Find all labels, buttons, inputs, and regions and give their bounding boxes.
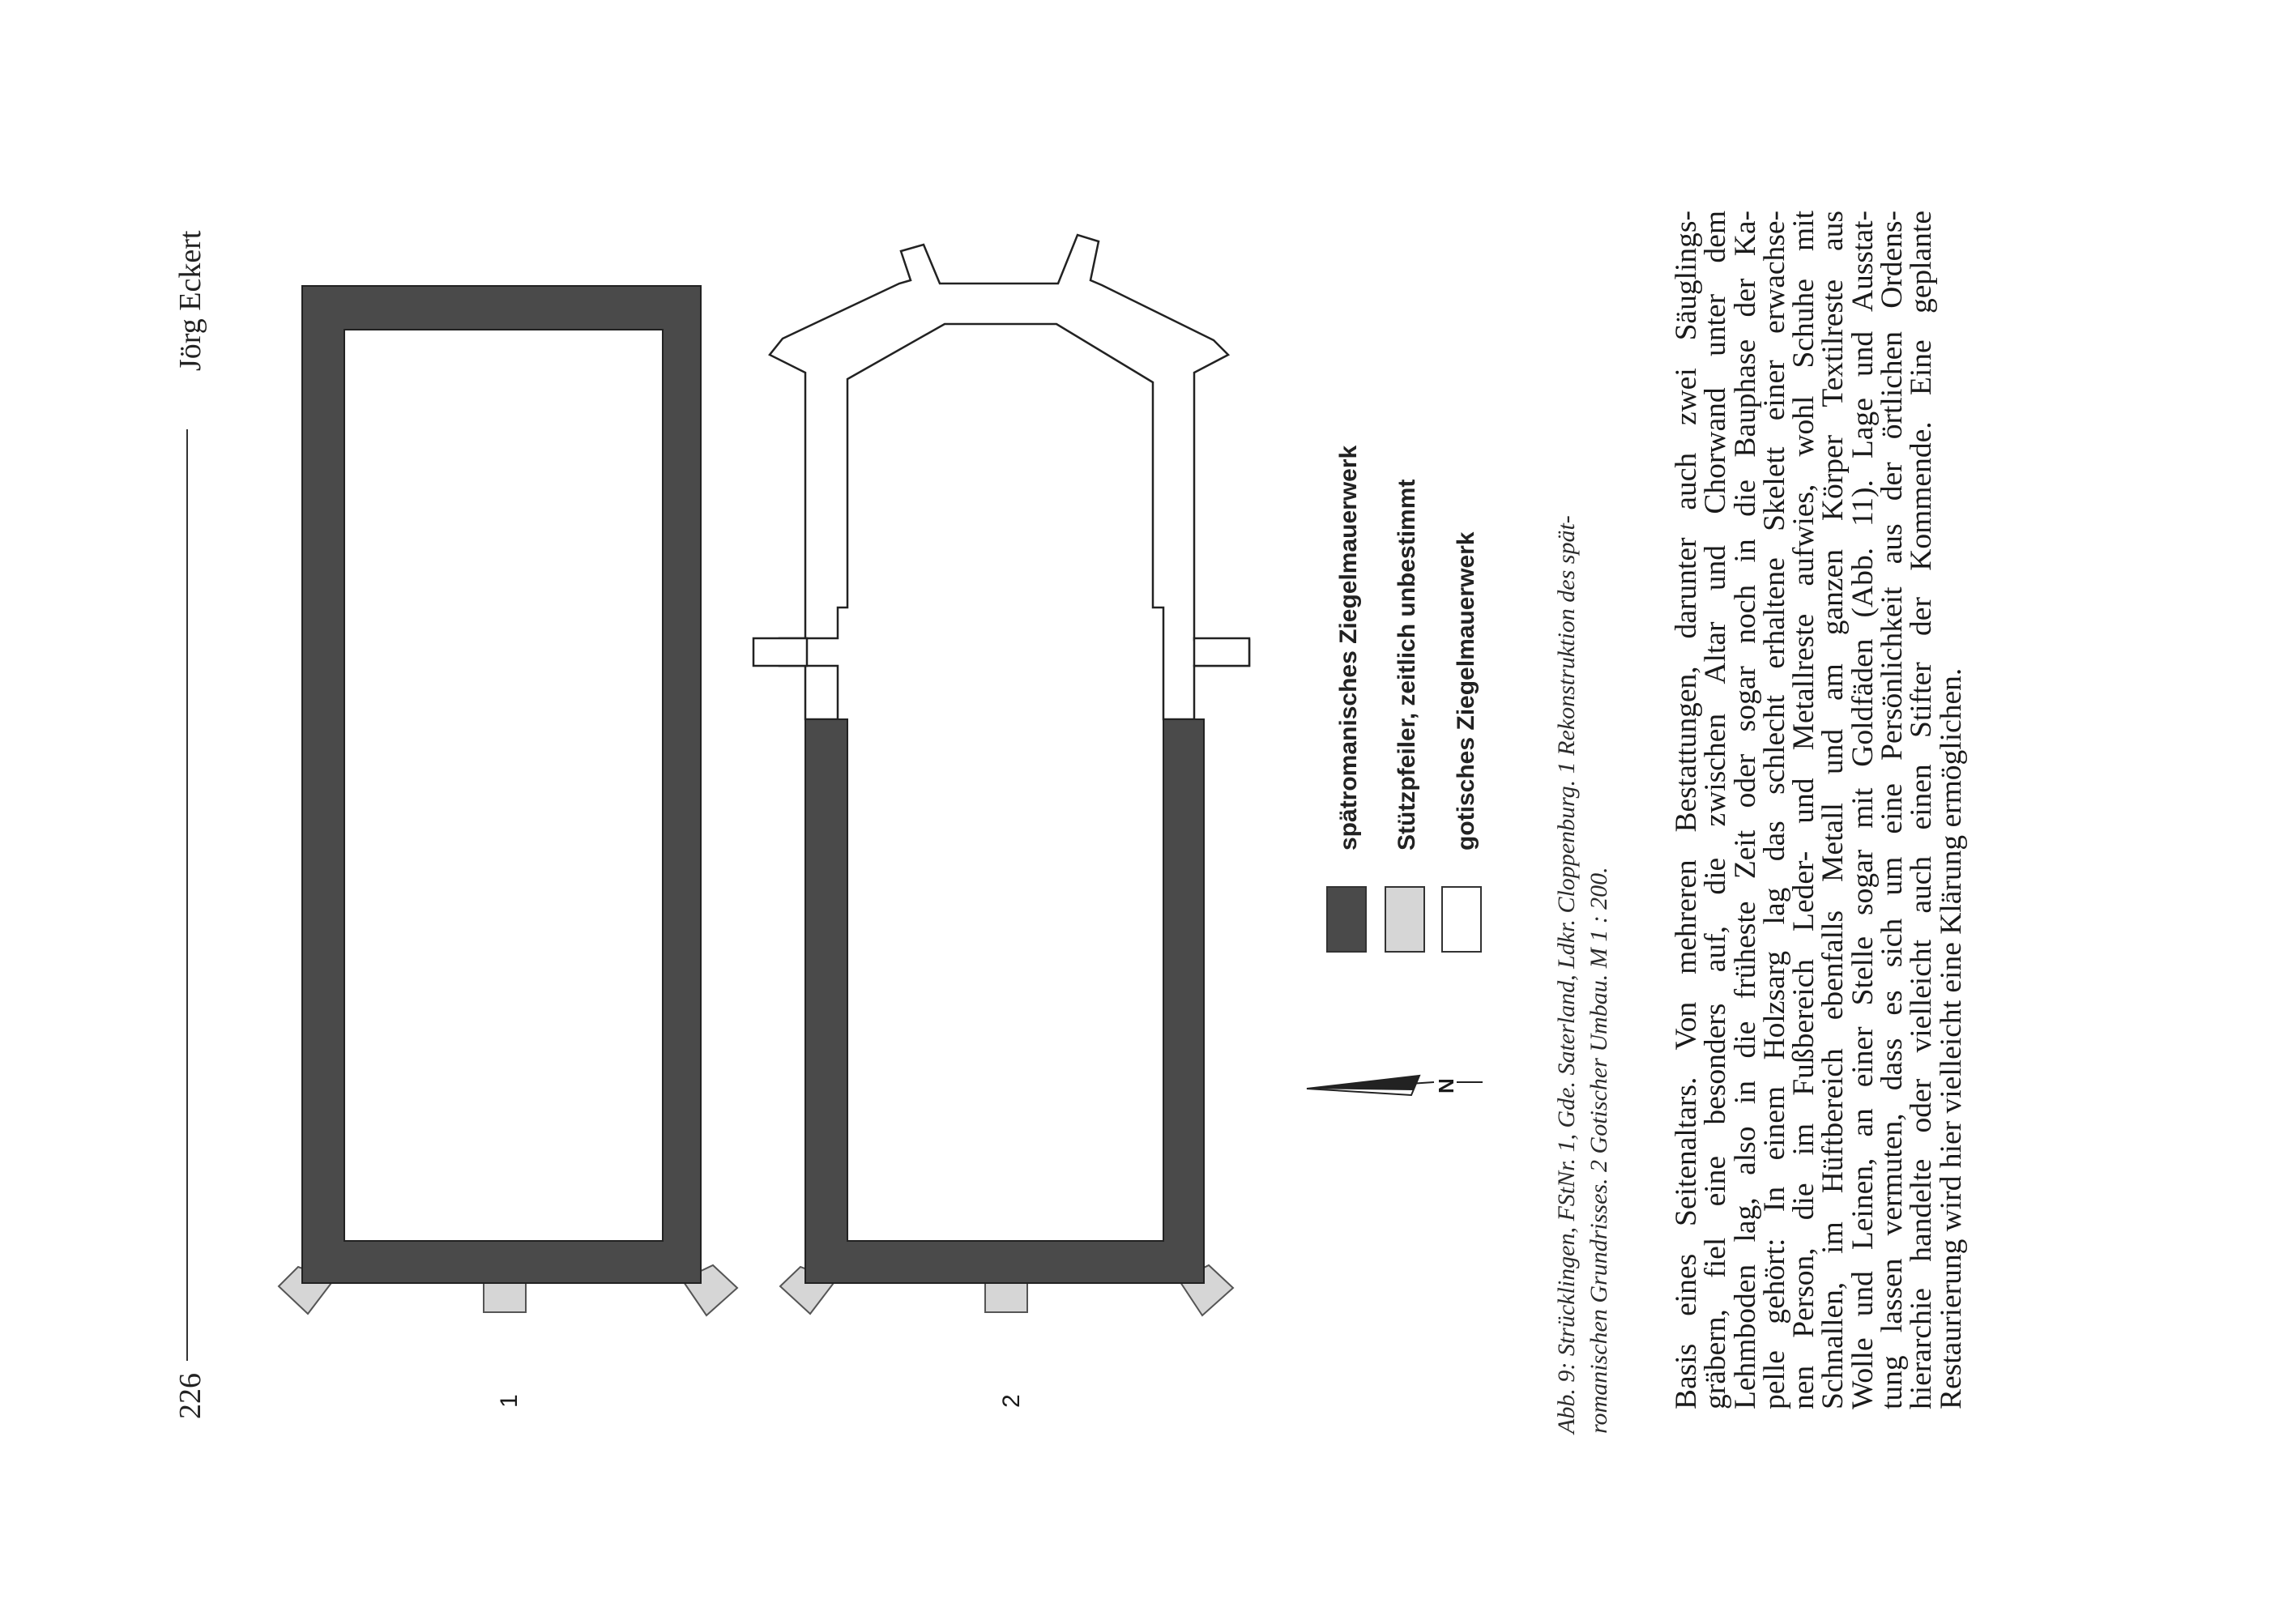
body-line: Basis eines Seitenaltars. Von mehreren Bestattungen, darunter auch zwei Säuglings- — [1670, 211, 1703, 1409]
plan2-pillar-right — [1194, 638, 1249, 666]
plan2-romanesque-wall — [805, 719, 1204, 1283]
plan2-west-buttress — [985, 1280, 1027, 1312]
plan1-west-buttress — [484, 1280, 526, 1312]
legend-swatch-gothic — [1442, 887, 1481, 952]
legend-swatch-romanesque — [1327, 887, 1366, 952]
legend-swatches — [1327, 887, 1481, 952]
body-line: Lehmboden lag, also in die früheste Zeit oder sogar noch in die Bauphase der Ka- — [1728, 211, 1762, 1409]
caption-line: Abb. 9: Strücklingen, FStNr. 1, Gde. Saterland, Ldkr. Cloppenburg. 1 Rekonstruktion des spät- — [1553, 515, 1580, 1434]
legend-label-buttress: Stützpfeiler, zeitlich unbestimmt — [1393, 479, 1420, 850]
body-paragraph — [1672, 211, 1966, 1409]
figure-caption — [1551, 515, 1615, 1434]
body-line: hierarchie handelte oder vielleicht auch einen Stifter der Kommende. Eine geplante — [1905, 211, 1939, 1409]
author-name: Jörg Eckert — [173, 230, 207, 371]
page-number: 226 — [173, 1373, 207, 1419]
legend-swatch-buttress — [1385, 887, 1424, 952]
body-line: Wolle und Leinen, an einer Stelle sogar mit Goldfäden (Abb. 11). Lage und Ausstat- — [1846, 211, 1880, 1409]
plan1-romanesque-wall — [302, 286, 701, 1283]
body-line: pelle gehört: In einem Holzsarg lag das schlecht erhaltene Skelett einer erwachse- — [1757, 211, 1791, 1409]
body-line: gräbern, fiel eine besonders auf, die zwischen Altar und Chorwand unter dem — [1699, 211, 1733, 1409]
body-line: Schnallen, im Hüftbereich ebenfalls Metall und am ganzen Körper Textilreste aus — [1816, 211, 1850, 1409]
legend-label-gothic: gotisches Ziegelmauerwerk — [1453, 531, 1479, 850]
plan-2 — [753, 235, 1249, 1315]
plan-label-1: 1 — [496, 1394, 523, 1408]
plan-1 — [279, 286, 737, 1315]
body-line: Restaurierung wird hier vielleicht eine Klärung ermöglichen. — [1934, 667, 1968, 1409]
caption-line: romanischen Grundrisses. 2 Gotischer Umbau. M 1 : 200. — [1585, 867, 1612, 1434]
plan-label-2: 2 — [998, 1394, 1025, 1408]
body-line: tung lassen vermuten, dass es sich um eine Persönlichkeit aus der örtlichen Ordens- — [1876, 211, 1910, 1409]
north-label: N — [1434, 1078, 1458, 1094]
body-line: nen Person, die im Fußbereich Leder- und Metallreste aufwies, wohl Schuhe mit — [1787, 211, 1821, 1409]
plan2-pillar-left — [753, 638, 807, 666]
plan2-gothic-wall — [770, 235, 1249, 719]
legend-label-romanesque: spätromanisches Ziegelmauerwerk — [1335, 445, 1362, 850]
